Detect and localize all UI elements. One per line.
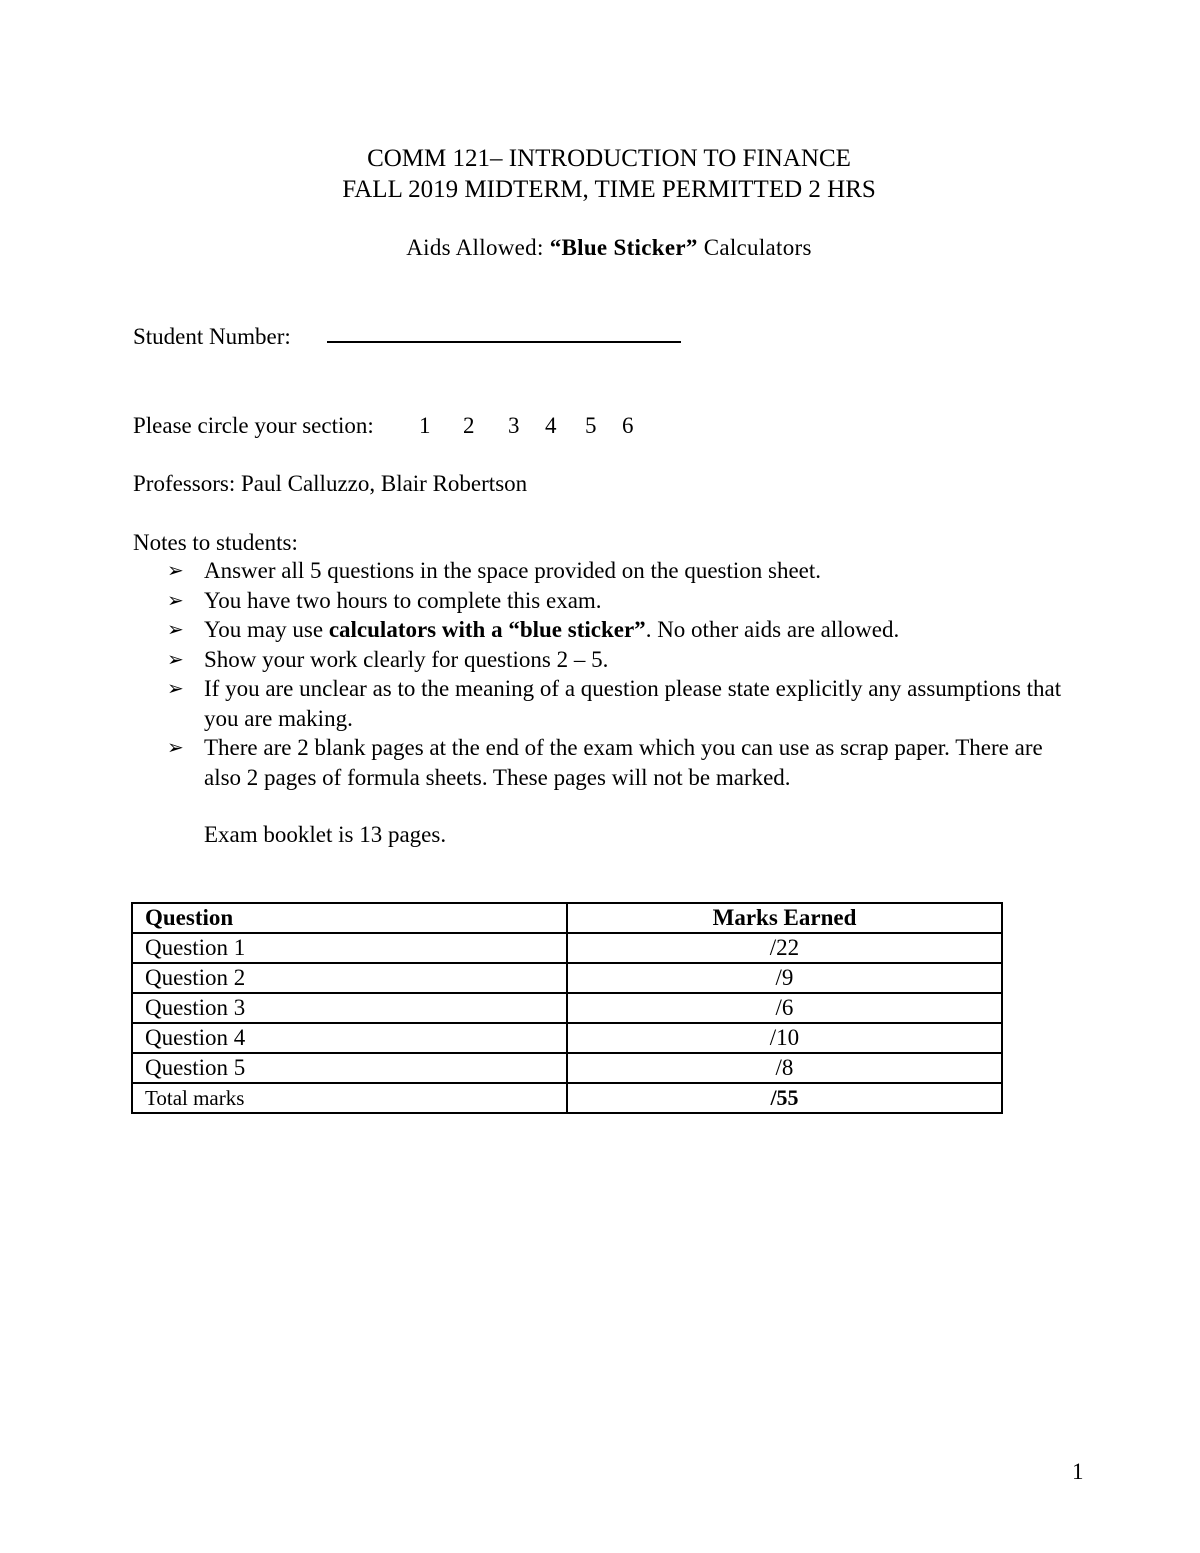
- marks-cell: /6: [567, 993, 1002, 1023]
- arrow-bullet-icon: ➢: [167, 558, 184, 582]
- note-item: [167, 586, 1067, 616]
- section-option-6[interactable]: 6: [622, 413, 634, 438]
- notes-heading: Notes to students:: [133, 530, 298, 555]
- section-option-5[interactable]: 5: [585, 413, 597, 438]
- section-label: Please circle your section:: [133, 413, 374, 438]
- exam-title: FALL 2019 MIDTERM, TIME PERMITTED 2 HRS: [342, 176, 876, 203]
- note-item: [167, 615, 1067, 645]
- note-text: There are 2 blank pages at the end of the exam which you can use as scrap paper. There are also 2 pages of formula sheets. These pages will not be marked.: [204, 735, 1043, 790]
- total-label-cell: Total marks: [132, 1083, 567, 1113]
- arrow-bullet-icon: ➢: [167, 617, 184, 641]
- question-cell: Question 4: [132, 1023, 567, 1053]
- note-text: Show your work clearly for questions 2 – 5.: [204, 646, 609, 672]
- note-text: You may use: [204, 617, 329, 642]
- note-item: [167, 556, 1067, 586]
- question-cell: Question 5: [132, 1053, 567, 1083]
- question-cell: Question 3: [132, 993, 567, 1023]
- section-option-4[interactable]: 4: [545, 413, 557, 438]
- student-number-field[interactable]: [327, 341, 681, 343]
- student-number-label: Student Number:: [133, 324, 291, 349]
- note-text: . No other aids are allowed.: [645, 617, 900, 642]
- arrow-bullet-icon: ➢: [167, 587, 184, 612]
- course-title: COMM 121– INTRODUCTION TO FINANCE: [367, 145, 851, 172]
- professors: Professors: Paul Calluzzo, Blair Robertson: [133, 471, 528, 496]
- marks-table: [131, 902, 1003, 1114]
- marks-cell: /9: [567, 963, 1002, 993]
- notes-list: [167, 556, 1067, 792]
- aids-allowed: [0, 234, 1200, 263]
- section-option-1[interactable]: 1: [419, 413, 431, 438]
- note-bold-text: calculators with a “blue sticker”: [328, 617, 646, 642]
- note-text: Answer all 5 questions in the space provided on the question sheet.: [204, 558, 822, 583]
- total-marks-cell: /55: [567, 1083, 1002, 1113]
- question-cell: Question 1: [132, 933, 567, 963]
- table-row: [132, 933, 1002, 963]
- column-header-marks: Marks Earned: [567, 903, 1002, 933]
- note-item: [167, 733, 1067, 792]
- note-item: [167, 674, 1067, 733]
- marks-cell: /22: [567, 933, 1002, 963]
- table-row: [132, 1023, 1002, 1053]
- table-row: [132, 1053, 1002, 1083]
- arrow-bullet-icon: ➢: [167, 735, 184, 759]
- note-item: [167, 645, 1067, 675]
- aids-bold: “Blue Sticker”: [549, 235, 698, 260]
- arrow-bullet-icon: ➢: [167, 646, 184, 671]
- table-row-total: [132, 1083, 1002, 1113]
- column-header-question: Question: [132, 903, 567, 933]
- section-option-2[interactable]: 2: [463, 413, 475, 438]
- page-number: 1: [1072, 1459, 1084, 1484]
- booklet-note: Exam booklet is 13 pages.: [204, 822, 447, 847]
- aids-suffix: Calculators: [697, 235, 812, 260]
- section-option-3[interactable]: 3: [508, 413, 520, 438]
- note-text: If you are unclear as to the meaning of a question please state explicitly any assumptions that you are making.: [204, 676, 1062, 731]
- aids-prefix: Aids Allowed:: [406, 235, 550, 260]
- marks-cell: /8: [567, 1053, 1002, 1083]
- table-row: [132, 993, 1002, 1023]
- marks-cell: /10: [567, 1023, 1002, 1053]
- arrow-bullet-icon: ➢: [167, 676, 184, 700]
- table-row: [132, 963, 1002, 993]
- question-cell: Question 2: [132, 963, 567, 993]
- table-header-row: [132, 903, 1002, 933]
- note-text: You have two hours to complete this exam.: [204, 587, 602, 613]
